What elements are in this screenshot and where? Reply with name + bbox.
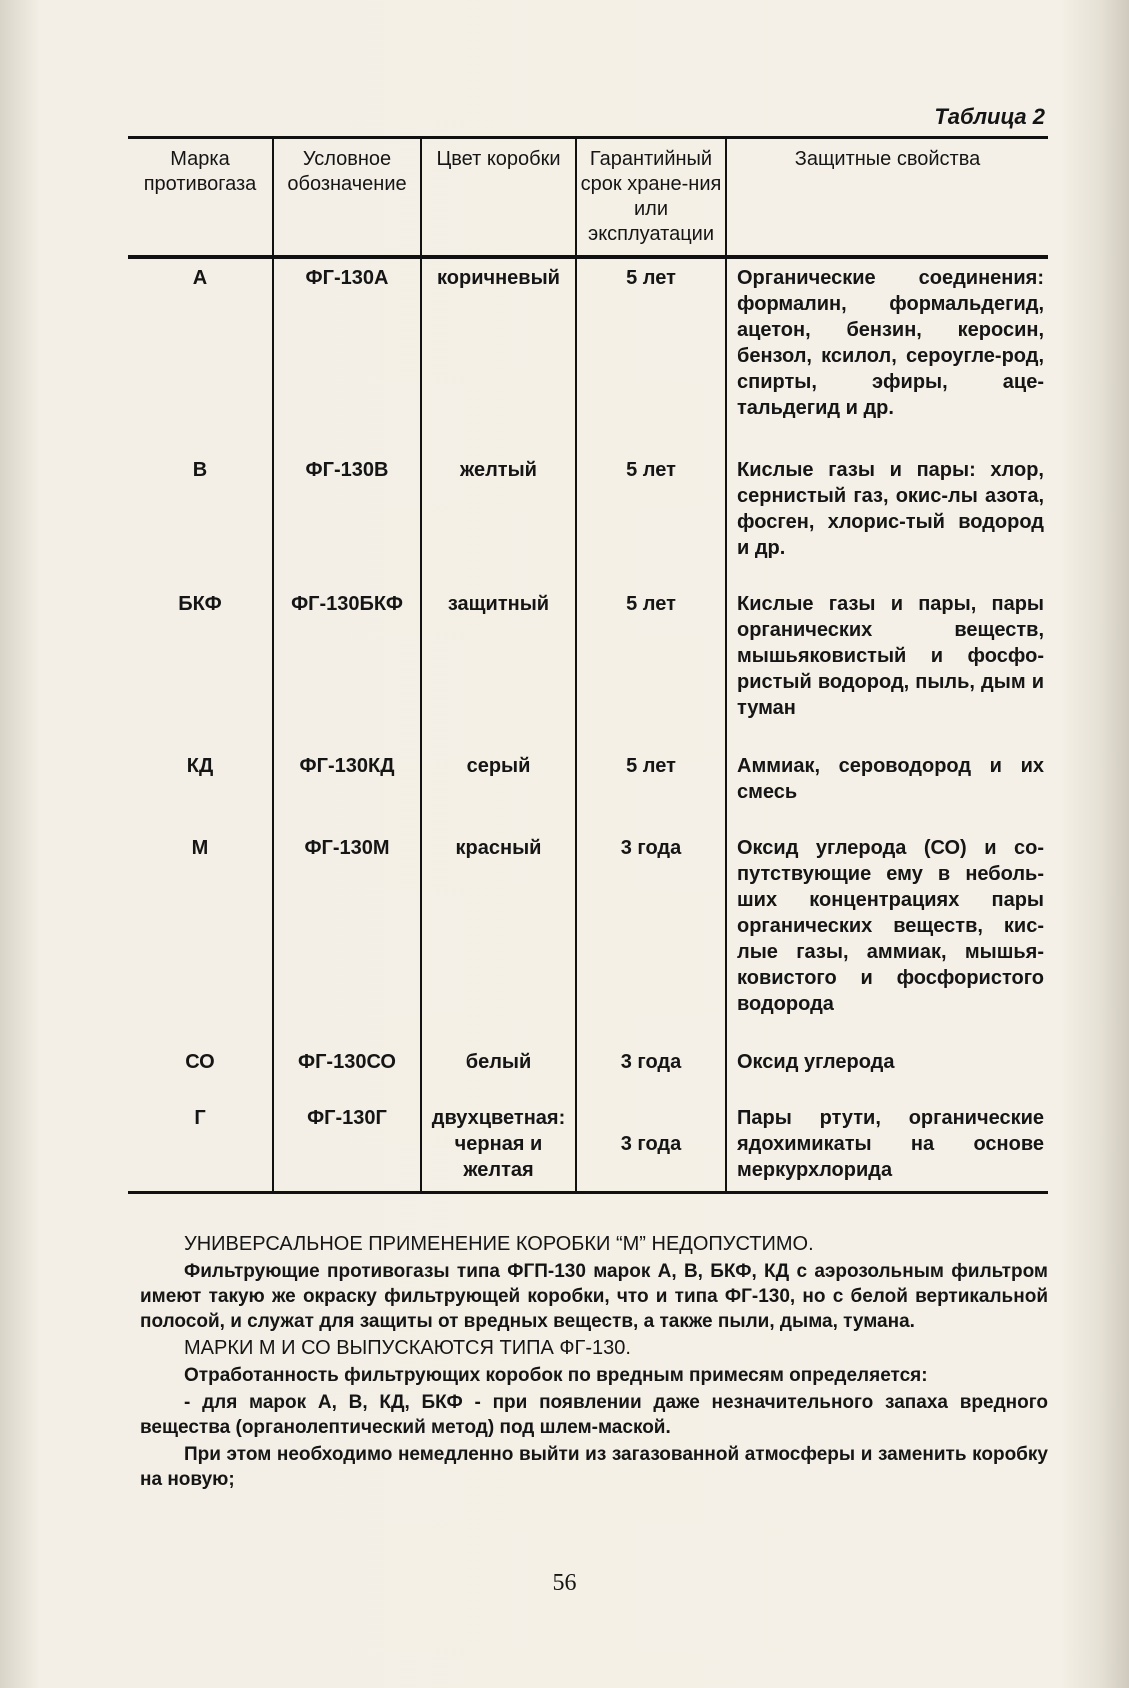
table-row	[128, 257, 1048, 451]
cell-properties: Оксид углерода	[726, 1043, 1048, 1099]
cell-properties: Оксид углерода (СО) и со-путствующие ему в неболь-ших концентрациях пары органических веществ, кис-лые газы, аммиак, мышья-ковистого и фосфористого водорода	[726, 829, 1048, 1043]
cell-color: желтый	[421, 451, 576, 585]
paragraph: При этом необходимо немедленно выйти из загазованной атмосферы и заменить коробку на новую;	[140, 1444, 1048, 1490]
cell-properties: Аммиак, сероводород и их смесь	[726, 747, 1048, 829]
gas-mask-table	[128, 136, 1048, 1194]
cell-mark: СО	[128, 1043, 273, 1099]
cell-term: 5 лет	[576, 257, 726, 451]
header-mark: Марка противогаза	[128, 138, 273, 258]
cell-properties: Кислые газы и пары, пары органических веществ, мышьяковистый и фосфо-ристый водород, пыль, дым и туман	[726, 585, 1048, 747]
page-number: 56	[552, 1570, 577, 1596]
cell-designation: ФГ-130А	[273, 257, 421, 451]
cell-properties: Органические соединения: формалин, формальдегид, ацетон, бензин, керосин, бензол, ксилол, сероугле-род, спирты, эфиры, аце-тальдегид и др.	[726, 257, 1048, 451]
paragraph: Фильтрующие противогазы типа ФГП-130 марок А, В, БКФ, КД с аэрозольным фильтром имеют такую же окраску фильтрующей коробки, что и типа ФГ-130, но с белой вертикальной полосой, и служат для защиты от вредных веществ, а также пыли, дыма, тумана.	[140, 1261, 1048, 1332]
cell-term: 5 лет	[576, 585, 726, 747]
cell-designation: ФГ-130БКФ	[273, 585, 421, 747]
cell-term: 5 лет	[576, 747, 726, 829]
paragraph: Отработанность фильтрующих коробок по вредным примесям определяется:	[184, 1365, 928, 1386]
table-row	[128, 829, 1048, 1043]
cell-designation: ФГ-130В	[273, 451, 421, 585]
cell-color: защитный	[421, 585, 576, 747]
cell-properties: Кислые газы и пары: хлор, сернистый газ, окис-лы азота, фосген, хлорис-тый водород и др.	[726, 451, 1048, 585]
cell-term: 3 года	[576, 829, 726, 1043]
cell-mark: БКФ	[128, 585, 273, 747]
table-caption: Таблица 2	[934, 104, 1045, 129]
cell-mark: Г	[128, 1099, 273, 1193]
cell-color: белый	[421, 1043, 576, 1099]
caps-paragraph: МАРКИ М И СО ВЫПУСКАЮТСЯ ТИПА ФГ-130.	[184, 1337, 631, 1359]
cell-mark: М	[128, 829, 273, 1043]
cell-mark: А	[128, 257, 273, 451]
cell-designation: ФГ-130СО	[273, 1043, 421, 1099]
cell-color: коричневый	[421, 257, 576, 451]
header-properties: Защитные свойства	[726, 138, 1048, 258]
cell-color: двухцветная: черная и желтая	[421, 1099, 576, 1193]
body-text	[140, 1232, 1048, 1494]
table-row	[128, 1099, 1048, 1193]
paragraph: - для марок А, В, КД, БКФ - при появлении даже незначительного запаха вредного вещества (органолептический метод) под шлем-маской.	[140, 1392, 1048, 1438]
table-row	[128, 585, 1048, 747]
cell-color: красный	[421, 829, 576, 1043]
header-term: Гарантийный срок хране-ния или эксплуатации	[576, 138, 726, 258]
cell-term: 5 лет	[576, 451, 726, 585]
cell-mark: КД	[128, 747, 273, 829]
cell-properties: Пары ртути, органические ядохимикаты на основе меркурхлорида	[726, 1099, 1048, 1193]
header-designation: Условное обозначение	[273, 138, 421, 258]
table-header-row	[128, 138, 1048, 258]
cell-designation: ФГ-130Г	[273, 1099, 421, 1193]
warning-paragraph: УНИВЕРСАЛЬНОЕ ПРИМЕНЕНИЕ КОРОБКИ “М” НЕДОПУСТИМО.	[184, 1233, 814, 1255]
table-row	[128, 451, 1048, 585]
cell-color: серый	[421, 747, 576, 829]
cell-designation: ФГ-130М	[273, 829, 421, 1043]
header-color: Цвет коробки	[421, 138, 576, 258]
table-row	[128, 747, 1048, 829]
cell-term: 3 года	[576, 1099, 726, 1193]
cell-designation: ФГ-130КД	[273, 747, 421, 829]
cell-mark: В	[128, 451, 273, 585]
cell-term: 3 года	[576, 1043, 726, 1099]
table-row	[128, 1043, 1048, 1099]
